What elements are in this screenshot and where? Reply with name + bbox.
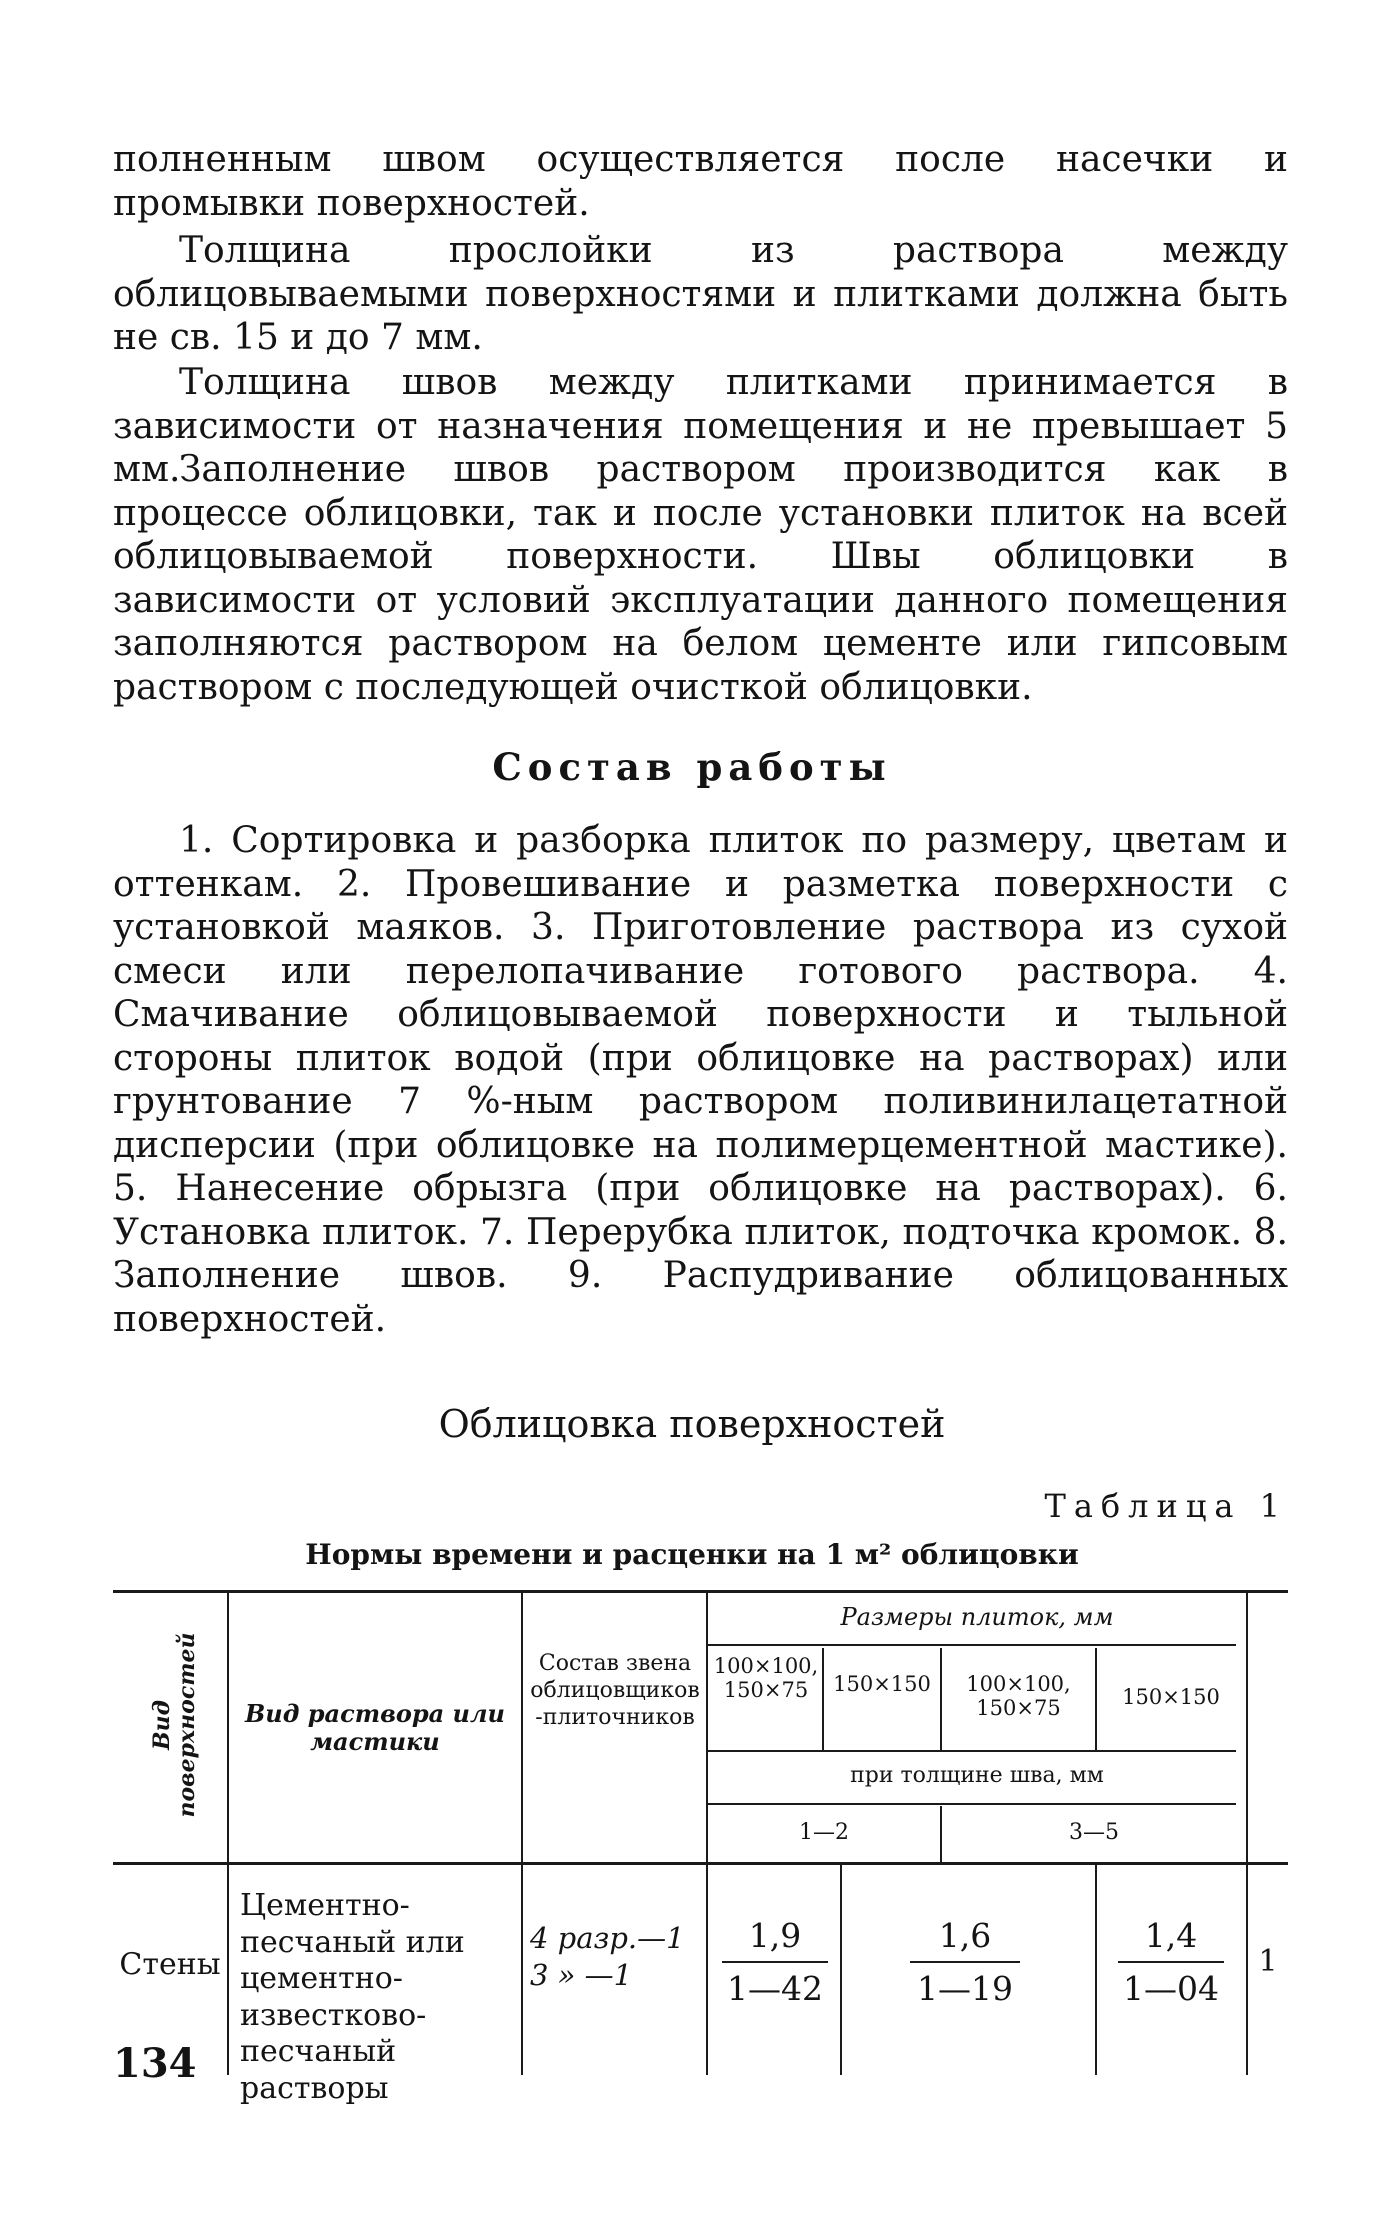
table-label: Таблица 1	[1044, 1487, 1288, 1525]
header-seam-1: 1—2	[799, 1820, 849, 1845]
row-crew-line-1: 4 разр.—1	[530, 1921, 685, 1955]
seam-group-underline	[706, 1803, 1236, 1805]
header-bottom-rule	[113, 1862, 1288, 1865]
row-number: 1	[1258, 1944, 1278, 1979]
paragraph-2: Толщина прослойки из раствора между облицовываемыми поверхностями и плитками должна быть не св. 15 и до 7 мм.	[113, 230, 1288, 358]
vline-body-3	[706, 1865, 708, 2075]
header-crew: Состав звена облицовщиков-плиточников	[530, 1651, 700, 1730]
value-cell-2	[910, 1916, 1020, 2008]
header-seam-group: при толщине шва, мм	[850, 1763, 1104, 1788]
value-2-time: 1,6	[910, 1916, 1020, 1963]
vline-7	[1095, 1648, 1097, 1750]
value-3-time: 1,4	[1118, 1916, 1224, 1963]
section-heading: Состав работы	[492, 745, 892, 789]
vline-body-2	[521, 1865, 523, 2075]
vline-8	[1246, 1593, 1248, 1862]
header-mortar: Вид раствора или мастики	[244, 1699, 506, 1756]
size-row-underline	[706, 1750, 1236, 1752]
header-sizes-group: Размеры плиток, мм	[840, 1603, 1114, 1631]
header-surface: Вид поверхностей	[149, 1632, 201, 1818]
value-cell-1	[722, 1916, 828, 2008]
value-cell-3	[1118, 1916, 1224, 2008]
header-seam-2: 3—5	[1069, 1820, 1119, 1845]
vline-body-1	[227, 1865, 229, 2075]
header-size-4: 150×150	[1122, 1685, 1220, 1709]
sizes-underline	[706, 1644, 1236, 1646]
row-surface: Стены	[119, 1947, 221, 1982]
paragraph-3: Толщина швов между плитками принимается в зависимости от назначения помещения и не превышает 5 мм.	[113, 362, 1288, 490]
value-2-price: 1—19	[917, 1969, 1013, 2008]
vline-5	[940, 1648, 942, 1750]
page-number: 134	[113, 2040, 197, 2087]
header-size-2: 150×150	[833, 1672, 931, 1696]
header-size-3: 100×100, 150×75	[966, 1672, 1071, 1721]
header-size-1: 100×100, 150×75	[713, 1654, 819, 1703]
table-top-rule	[113, 1590, 1288, 1593]
vline-1	[227, 1593, 229, 1862]
paragraph-4: Заполнение швов раствором производится как в процессе облицовки, так и после установки плиток на всей облицовываемой поверхности. Швы облицовки в зависимости от условий эксплуатации данного помещения заполняются раствором на белом цементе или гипсовым раствором с последующей очисткой облицовки.	[113, 449, 1288, 708]
value-1-price: 1—42	[727, 1969, 823, 2008]
vline-body-4	[840, 1865, 842, 2075]
vline-4	[822, 1648, 824, 1750]
row-crew-line-2: 3 » —1	[530, 1958, 633, 1992]
work-composition-paragraph: 1. Сортировка и разборка плиток по размеру, цветам и оттенкам. 2. Провешивание и разметка поверхности с установкой маяков. 3. Приготовление раствора из сухой смеси или перелопачивание готового раствора. 4. Смачивание облицовываемой поверхности и тыльной стороны плиток водой (при облицовке на растворах) или грунтование 7 %-ным раствором поливинилацетатной дисперсии (при облицовке на полимерцементной мастике). 5. Нанесение обрызга (при облицовке на растворах). 6. Установка плиток. 7. Перерубка плиток, подточка кромок. 8. Заполнение швов. 9. Распудривание облицованных поверхностей.	[113, 820, 1288, 1340]
value-3-price: 1—04	[1123, 1969, 1219, 2008]
value-1-time: 1,9	[722, 1916, 828, 1963]
row-mortar: Цементно-песчаный или цементно-известково-песчаный растворы	[240, 1888, 465, 2106]
vline-2	[521, 1593, 523, 1862]
table-caption: Нормы времени и расценки на 1 м² облицовки	[305, 1538, 1079, 1571]
paragraph-1: полненным швом осуществляется после насечки и промывки поверхностей.	[113, 139, 1288, 224]
vline-body-5	[1095, 1865, 1097, 2075]
section-subtitle: Облицовка поверхностей	[438, 1402, 946, 1446]
